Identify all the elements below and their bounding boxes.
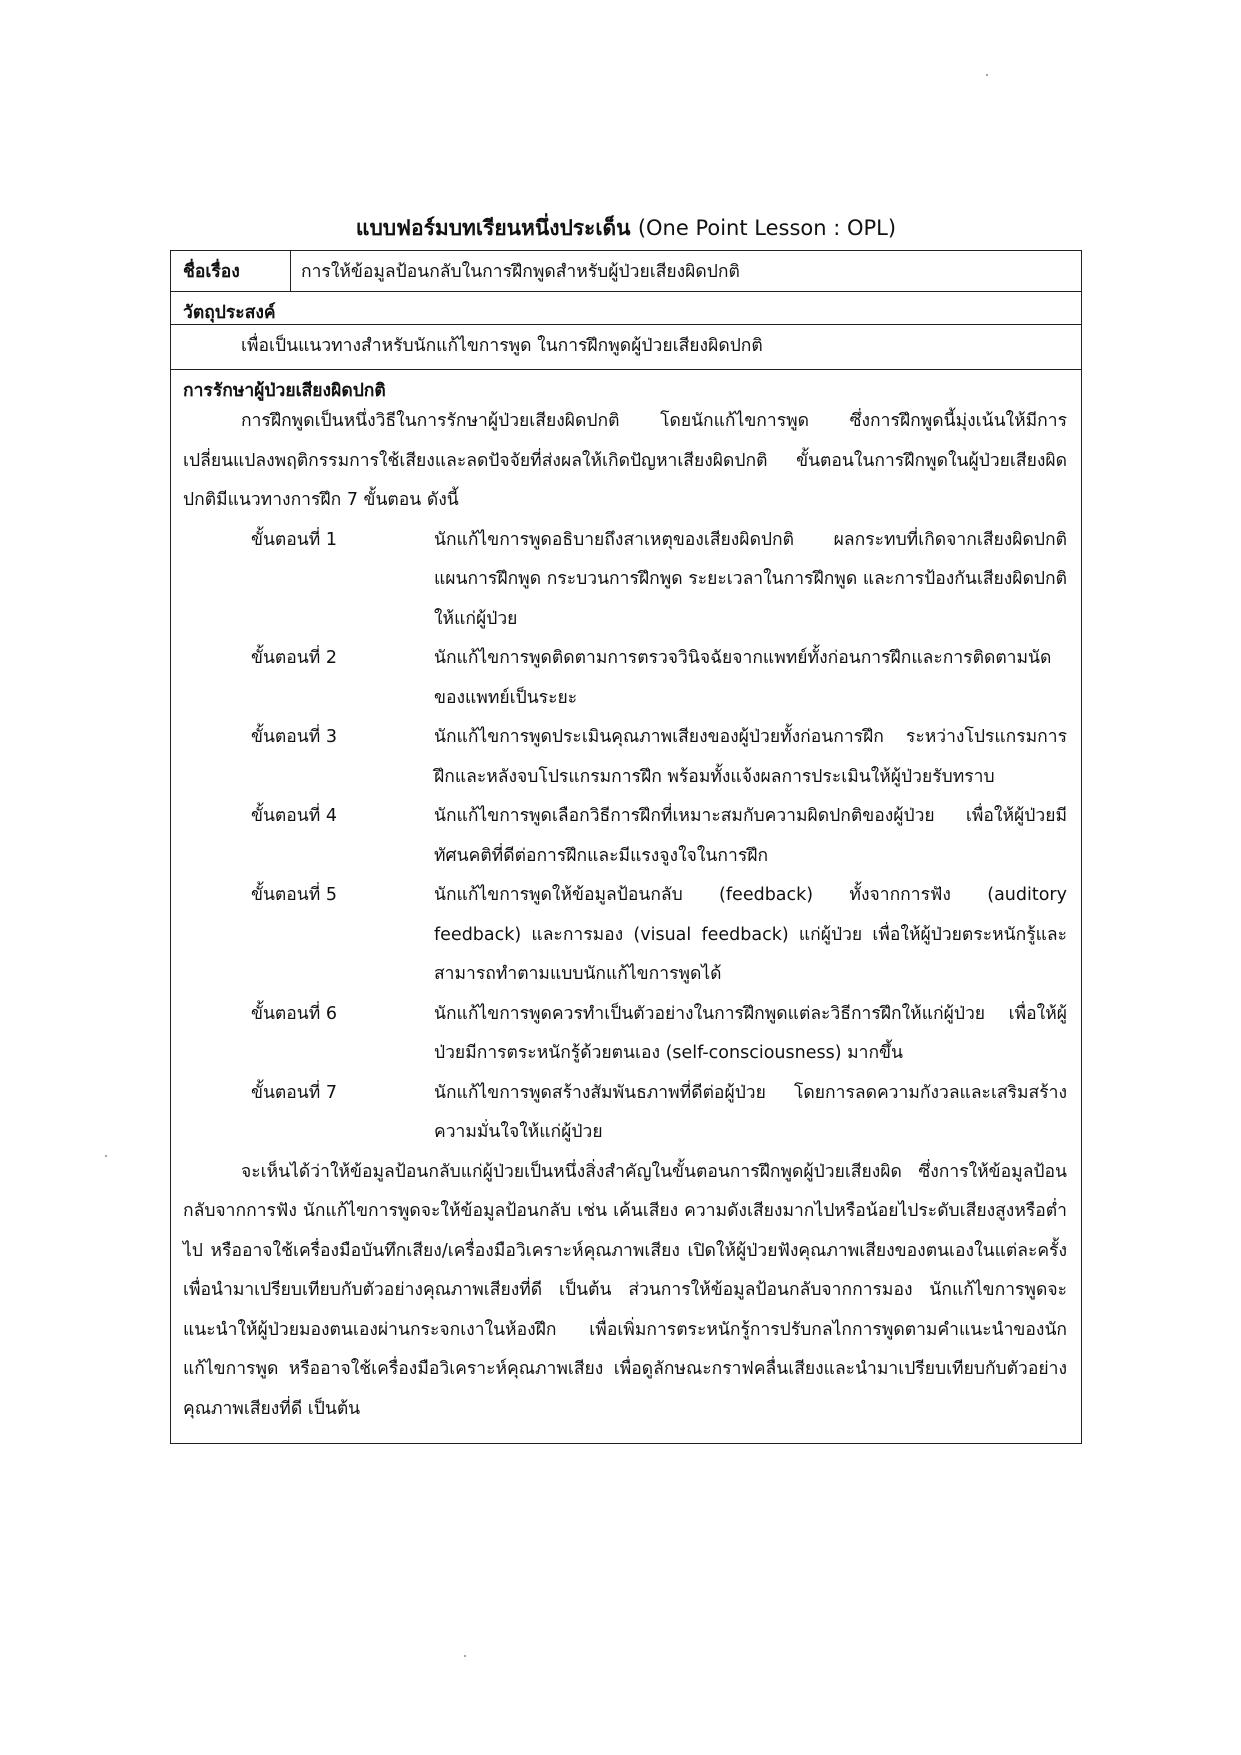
step-label: ขั้นตอนที่ 3 xyxy=(251,727,337,747)
title-thai: แบบฟอร์มบทเรียนหนึ่งประเด็น xyxy=(355,216,631,240)
treatment-conclusion: จะเห็นได้ว่าให้ข้อมูลป้อนกลับแก่ผู้ป่วยเป็นหนึ่งสิ่งสำคัญในขั้นตอนการฝึกพูดผู้ป่วยเสียงผิด ซึ่งการให้ข้อมูลป้อนกลับจากการฟัง นักแก้ไขการพูดจะให้ข้อมูลป้อนกลับ เช่น เค้นเสียง ความดังเสียงมากไปหรือน้อยไประดับเสียงสูงหรือต่ำไป หรืออาจใช้เครื่องมือบันทึกเสียง/เครื่องมือวิเคราะห์คุณภาพเสียง เปิดให้ผู้ป่วยฟังคุณภาพเสียงของตนเองในแต่ละครั้ง เพื่อนำมาเปรียบเทียบกับตัวอย่างคุณภาพเสียงที่ดี เป็นต้น ส่วนการให้ข้อมูลป้อนกลับจากการมอง นักแก้ไขการพูดจะแนะนำให้ผู้ป่วยมองตนเองผ่านกระจกเงาในห้องฝึก เพื่อเพิ่มการตระหนักรู้การปรับกลไกการพูดตามคำแนะนำของนักแก้ไขการพูด หรืออาจใช้เครื่องมือวิเคราะห์คุณภาพเสียง เพื่อดูลักษณะกราฟคลื่นเสียงและนำมาเปรียบเทียบกับตัวอย่างคุณภาพเสียงที่ดี เป็นต้น xyxy=(183,1161,1067,1419)
objective-section xyxy=(171,292,1081,325)
list-item xyxy=(171,639,1067,718)
step-label: ขั้นตอนที่ 7 xyxy=(251,1082,337,1103)
topic-value: การให้ข้อมูลป้อนกลับในการฝึกพูดสำหรับผู้ป่วยเสียงผิดปกติ xyxy=(301,262,740,282)
list-item xyxy=(171,876,1067,995)
scan-speck xyxy=(105,1155,107,1157)
list-item xyxy=(171,995,1067,1074)
treatment-intro: การฝึกพูดเป็นหนึ่งวิธีในการรักษาผู้ป่วยเสียงผิดปกติ โดยนักแก้ไขการพูด ซึ่งการฝึกพูดนี้มุ่งเน้นให้มีการเปลี่ยนแปลงพฤติกรรมการใช้เสียงและลดปัจจัยที่ส่งผลให้เกิดปัญหาเสียงผิดปกติ ขั้นตอนในการฝึกพูดในผู้ป่วยเสียงผิดปกติมีแนวทางการฝึก 7 ขั้นตอน ดังนี้ xyxy=(183,411,1067,510)
treatment-section xyxy=(171,370,1081,1443)
step-text: นักแก้ไขการพูดควรทำเป็นตัวอย่างในการฝึกพูดแต่ละวิธีการฝึกให้แก่ผู้ป่วย เพื่อให้ผู้ป่วยมีการตระหนักรู้ด้วยตนเอง (self-consciousness) มากขึ้น xyxy=(434,1003,1067,1063)
step-label: ขั้นตอนที่ 4 xyxy=(251,806,337,826)
step-text: นักแก้ไขการพูดเลือกวิธีการฝึกที่เหมาะสมกับความผิดปกติของผู้ป่วย เพื่อให้ผู้ป่วยมีทัศนคติที่ดีต่อการฝึกและมีแรงจูงใจในการฝึก xyxy=(434,806,1067,866)
objective-body-row xyxy=(171,325,1081,370)
step-text: นักแก้ไขการพูดให้ข้อมูลป้อนกลับ (feedback) ทั้งจากการฟัง (auditory feedback) และการมอง (visual feedback) แก่ผู้ป่วย เพื่อให้ผู้ป่วยตระหนักรู้และสามารถทำตามแบบนักแก้ไขการพูดได้ xyxy=(434,885,1067,984)
topic-row xyxy=(171,251,1081,292)
step-text: นักแก้ไขการพูดประเมินคุณภาพเสียงของผู้ป่วยทั้งก่อนการฝึก ระหว่างโปรแกรมการฝึกและหลังจบโปรแกรมการฝึก พร้อมทั้งแจ้งผลการประเมินให้ผู้ป่วยรับทราบ xyxy=(434,727,1067,787)
list-item xyxy=(171,797,1067,876)
step-text: นักแก้ไขการพูดอธิบายถึงสาเหตุของเสียงผิดปกติ ผลกระทบที่เกิดจากเสียงผิดปกติ แผนการฝึกพูด กระบวนการฝึกพูด ระยะเวลาในการฝึกพูด และการป้องกันเสียงผิดปกติให้แก่ผู้ป่วย xyxy=(434,529,1067,629)
objective-label: วัตถุประสงค์ xyxy=(183,303,276,323)
list-item xyxy=(171,1074,1067,1153)
treatment-label: การรักษาผู้ป่วยเสียงผิดปกติ xyxy=(183,381,386,401)
step-label: ขั้นตอนที่ 5 xyxy=(251,885,337,905)
step-text: นักแก้ไขการพูดติดตามการตรวจวินิจฉัยจากแพทย์ทั้งก่อนการฝึกและการติดตามนัด ของแพทย์เป็นระยะ xyxy=(434,648,1052,708)
scan-speck xyxy=(464,1655,466,1657)
step-label: ขั้นตอนที่ 2 xyxy=(251,648,337,668)
step-label: ขั้นตอนที่ 1 xyxy=(251,529,337,550)
step-label: ขั้นตอนที่ 6 xyxy=(251,1003,337,1024)
scan-speck xyxy=(986,74,988,76)
objective-text: เพื่อเป็นแนวทางสำหรับนักแก้ไขการพูด ในการฝึกพูดผู้ป่วยเสียงผิดปกติ xyxy=(241,336,763,356)
title-english: (One Point Lesson : OPL) xyxy=(637,216,897,240)
steps-list xyxy=(171,521,1081,1153)
topic-label: ชื่อเรื่อง xyxy=(171,251,291,291)
step-text: นักแก้ไขการพูดสร้างสัมพันธภาพที่ดีต่อผู้ป่วย โดยการลดความกังวลและเสริมสร้างความมั่นใจให้แก่ผู้ป่วย xyxy=(434,1082,1067,1142)
list-item xyxy=(171,521,1067,640)
list-item xyxy=(171,718,1067,797)
opl-form xyxy=(170,250,1082,1444)
page-title xyxy=(170,212,1082,245)
